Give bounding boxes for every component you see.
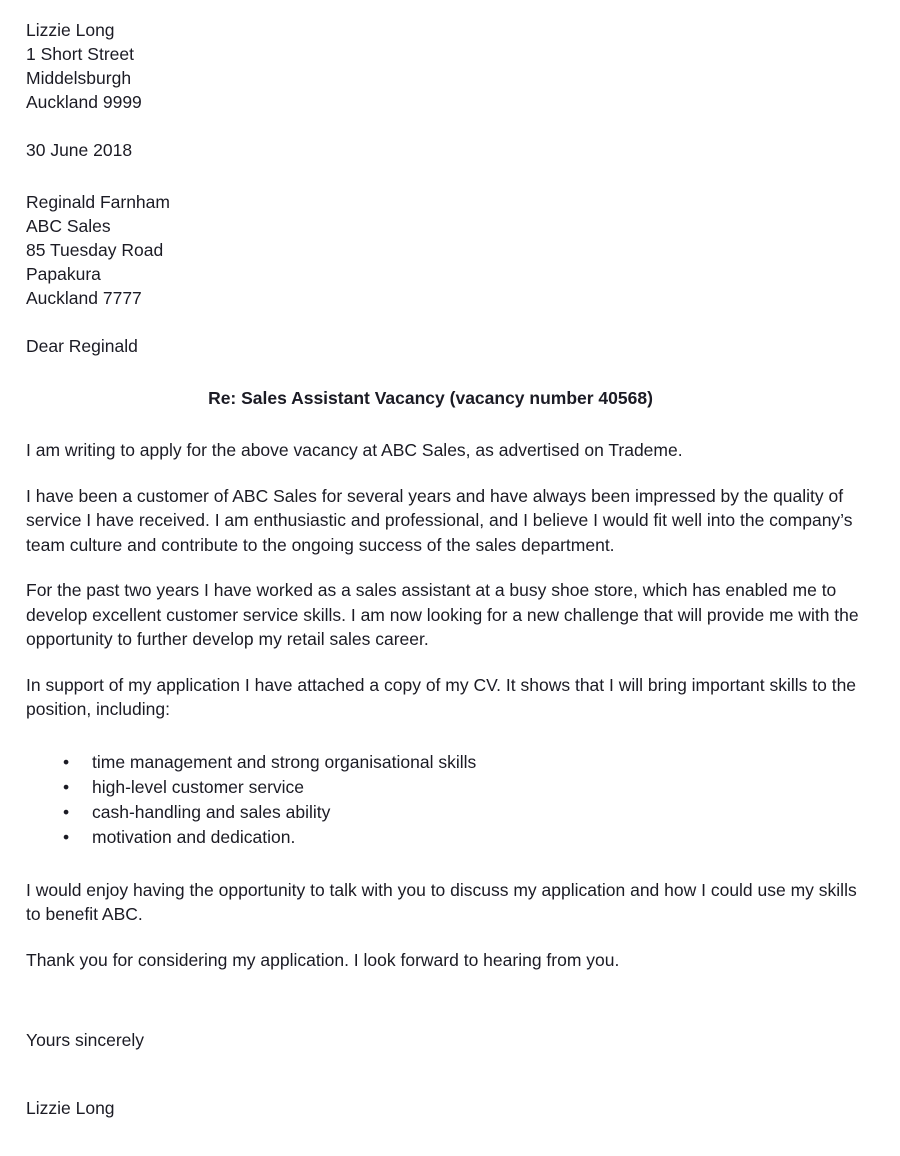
spacer-after-subject — [26, 410, 865, 438]
signature-name: Lizzie Long — [26, 1098, 115, 1118]
skill-label: high-level customer service — [92, 776, 305, 797]
spacer-before-skills — [26, 722, 865, 750]
recipient-street: 85 Tuesday Road — [26, 240, 164, 260]
salutation: Dear Reginald — [26, 336, 138, 356]
list-item — [26, 775, 865, 800]
recipient-name: Reginald Farnham — [26, 192, 170, 212]
paragraph-gap-1 — [26, 463, 865, 484]
skill-label: time management and strong organisational skills — [92, 751, 477, 772]
body-paragraph-3: For the past two years I have worked as a sales assistant at a busy shoe store, which has enabled me to develop excellent customer service skills. I am now looking for a new challenge that will provide me with the opportunity to further develop my retail sales career. — [26, 580, 859, 649]
body-paragraph-1: I am writing to apply for the above vacancy at ABC Sales, as advertised on Trademe. — [26, 440, 683, 460]
list-item — [26, 750, 865, 775]
spacer-after-recipient — [26, 310, 865, 334]
spacer-after-date — [26, 162, 865, 190]
paragraph-gap-2 — [26, 557, 865, 578]
recipient-suburb: Papakura — [26, 264, 101, 284]
bullet-icon: • — [63, 826, 70, 847]
letter-body — [26, 18, 865, 1120]
list-item — [26, 800, 865, 825]
body-paragraph-2: I have been a customer of ABC Sales for several years and have always been impressed by the quality of service I have received. I am enthusiastic and professional, and I believe I would fit well into the company’s team culture and contribute to the ongoing success of the sales department. — [26, 485, 853, 555]
bullet-icon: • — [63, 751, 70, 772]
spacer-after-salutation — [26, 358, 865, 386]
skills-list — [26, 750, 865, 850]
bullet-icon: • — [63, 776, 70, 797]
recipient-address-block — [26, 190, 865, 310]
recipient-city-postcode: Auckland 7777 — [26, 288, 142, 308]
sender-city-postcode: Auckland 9999 — [26, 92, 142, 112]
spacer-before-signoff — [26, 972, 865, 1028]
closing-paragraph-1: I would enjoy having the opportunity to talk with you to discuss my application and how I could use my skills to benefit ABC. — [26, 879, 857, 924]
spacer-signature — [26, 1052, 865, 1096]
sender-name: Lizzie Long — [26, 20, 115, 40]
recipient-company: ABC Sales — [26, 216, 111, 236]
closing-paragraph-2: Thank you for considering my application. I look forward to hearing from you. — [26, 949, 620, 970]
skill-label: motivation and dedication. — [92, 826, 296, 847]
skill-label: cash-handling and sales ability — [92, 801, 331, 822]
sign-off: Yours sincerely — [26, 1030, 145, 1050]
sender-street: 1 Short Street — [26, 44, 134, 64]
bullet-icon: • — [63, 801, 70, 822]
letter-date: 30 June 2018 — [26, 140, 133, 160]
list-item — [26, 825, 865, 850]
sender-suburb: Middelsburgh — [26, 68, 132, 88]
spacer-after-sender — [26, 114, 865, 138]
spacer-after-skills — [26, 850, 865, 878]
paragraph-gap-4 — [26, 927, 865, 948]
paragraph-gap-3 — [26, 652, 865, 673]
subject-heading: Re: Sales Assistant Vacancy (vacancy number 40568) — [208, 388, 653, 408]
body-paragraph-4: In support of my application I have attached a copy of my CV. It shows that I will bring important skills to the position, including: — [26, 674, 857, 719]
sender-address-block — [26, 18, 865, 114]
